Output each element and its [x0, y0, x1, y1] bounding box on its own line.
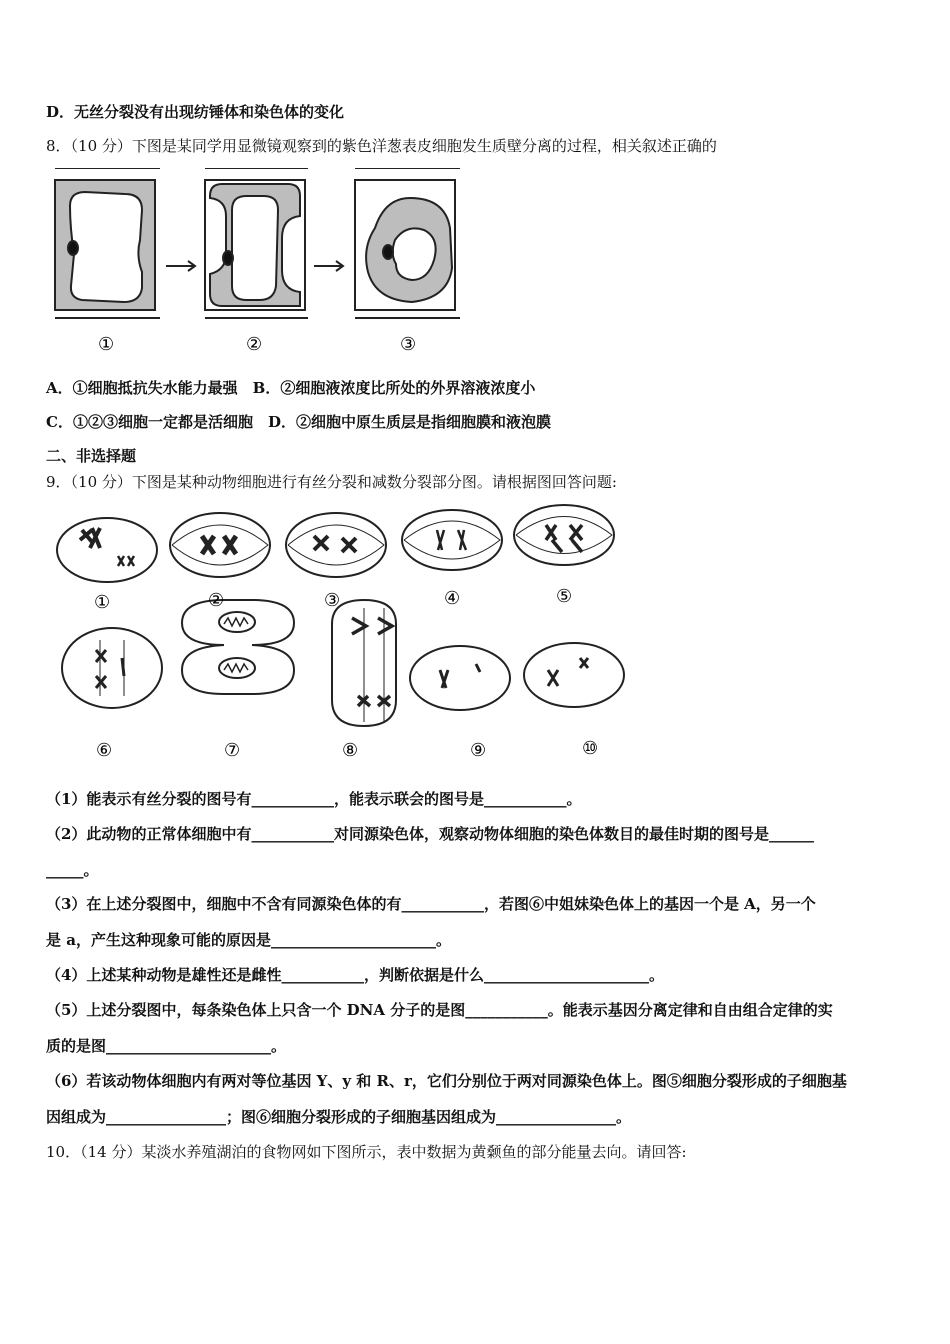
fig9-label-5: ⑤: [556, 586, 573, 607]
q9-part5b: 质的是图______________________。: [46, 1037, 287, 1055]
q9-part3b: 是 a，产生这种现象可能的原因是______________________。: [46, 931, 451, 949]
fig8-label-3: ③: [400, 334, 417, 355]
fig9-label-3: ③: [324, 590, 341, 611]
q8-options-cd: C．①②③细胞一定都是活细胞 D．②细胞中原生质层是指细胞膜和液泡膜: [46, 413, 551, 431]
q9-part4: （4）上述某种动物是雄性还是雌性___________，判断依据是什么______________________。: [46, 966, 664, 984]
cell-division-figure: [52, 500, 642, 765]
fig9-label-10: ⑩: [582, 738, 599, 759]
fig9-label-9: ⑨: [470, 740, 487, 761]
fig8-label-1: ①: [98, 334, 115, 355]
q10-stem: 10．（14 分）某淡水养殖湖泊的食物网如下图所示，表中数据为黄颡鱼的部分能量去向。请回答:: [46, 1143, 687, 1161]
q9-part3a: （3）在上述分裂图中，细胞中不含有同源染色体的有___________，若图⑥中姐妹染色体上的基因一个是 A，另一个: [46, 895, 816, 913]
fig9-label-6: ⑥: [96, 740, 113, 761]
q9-part2a: （2）此动物的正常体细胞中有___________对同源染色体，观察动物体细胞的染色体数目的最佳时期的图号是______: [46, 825, 814, 843]
fig9-label-2: ②: [208, 590, 225, 611]
fig9-label-7: ⑦: [224, 740, 241, 761]
q9-part6a: （6）若该动物体细胞内有两对等位基因 Y、y 和 R、r，它们分别位于两对同源染色体上。图⑤细胞分裂形成的子细胞基: [46, 1072, 847, 1090]
q8-stem: 8．（10 分）下图是某同学用显微镜观察到的紫色洋葱表皮细胞发生质壁分离的过程，相关叙述正确的: [46, 137, 717, 155]
q9-part1: （1）能表示有丝分裂的图号有___________，能表示联会的图号是___________。: [46, 790, 582, 808]
q9-stem: 9．（10 分）下图是某种动物细胞进行有丝分裂和减数分裂部分图。请根据图回答问题:: [46, 473, 617, 491]
q9-part2b: _____。: [46, 861, 99, 879]
fig9-label-4: ④: [444, 588, 461, 609]
fig9-label-8: ⑧: [342, 740, 359, 761]
q8-options-ab: A．①细胞抵抗失水能力最强 B．②细胞液浓度比所处的外界溶液浓度小: [46, 379, 536, 397]
plasmolysis-figure: [50, 168, 480, 360]
q7-option-d: D．无丝分裂没有出现纺锤体和染色体的变化: [46, 103, 345, 121]
q9-part5a: （5）上述分裂图中，每条染色体上只含一个 DNA 分子的是图___________。能表示基因分离定律和自由组合定律的实: [46, 1001, 833, 1019]
fig9-label-1: ①: [94, 592, 111, 613]
q9-part6b: 因组成为________________；图⑥细胞分裂形成的子细胞基因组成为________________。: [46, 1108, 632, 1126]
fig8-label-2: ②: [246, 334, 263, 355]
section-title: 二、非选择题: [46, 447, 137, 465]
